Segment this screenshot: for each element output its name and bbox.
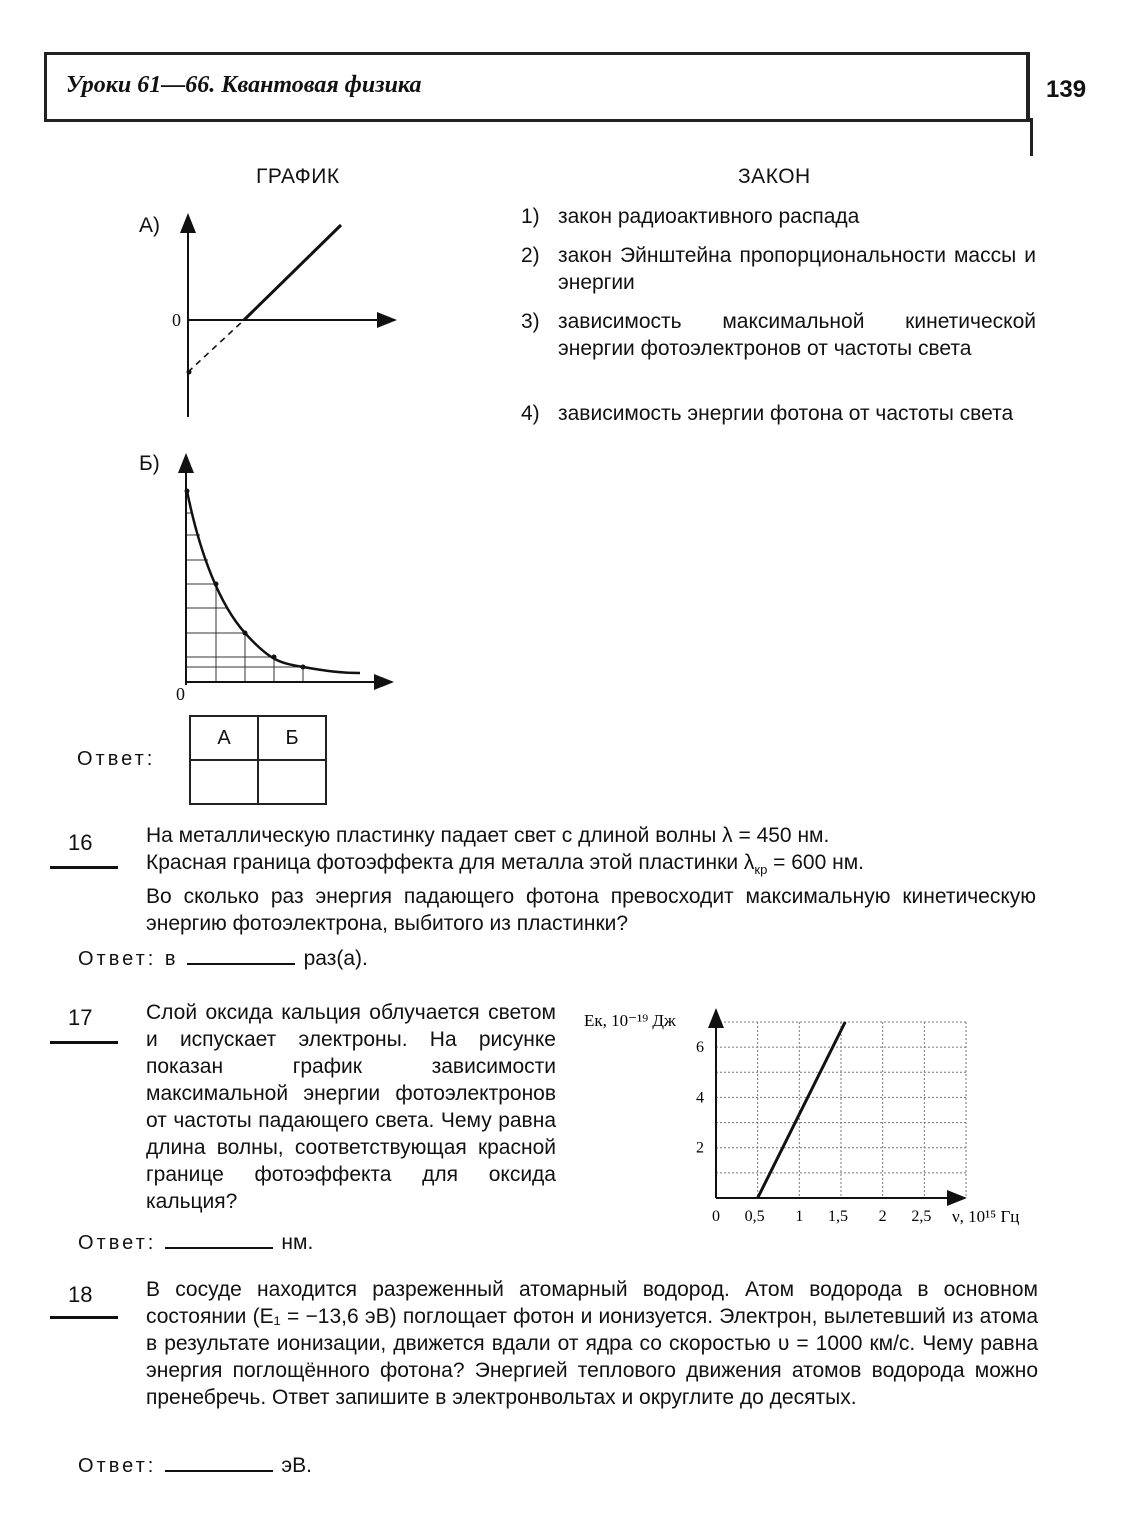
y-tick-label: 6 (696, 1039, 704, 1057)
question-18-answer (78, 1452, 312, 1478)
question-16-text (146, 822, 1036, 937)
question-18-number: 18 (68, 1282, 93, 1307)
question-17-answer-field[interactable] (165, 1229, 273, 1249)
graph-a-intercept-point (187, 370, 192, 375)
x-tick-label: 0 (712, 1208, 720, 1225)
question-18-text: В сосуде находится разреженный атомарный водород. Атом водорода в основном состоянии (E₁ = −13,6 эВ) поглощает фотон и ионизуется. Электрон, вылетевший из атома в результате ионизации, движется вдали от ядра со скоростью υ = 1000 км/с. Чему равна энергия поглощённого фотона? Энергией теплового движения атомов водорода можно пренебречь. Ответ запишите в электронвольтах и округлите до десятых. (146, 1278, 1038, 1409)
graph-a-dashed-extension (188, 320, 244, 372)
page-title: Уроки 61—66. Квантовая физика (66, 72, 422, 98)
chart-y-label: Eк, 10⁻¹⁹ Дж (584, 1011, 676, 1030)
question-17-answer (78, 1229, 313, 1255)
y-tick-label: 2 (696, 1139, 704, 1157)
question-16-answer-field[interactable] (187, 945, 295, 965)
question-18-underline (50, 1316, 118, 1319)
law-item-1 (521, 203, 1036, 230)
matching-answer-label: Ответ: (77, 748, 156, 770)
answer-unit: эВ. (281, 1454, 312, 1477)
law-number: 3) (521, 310, 540, 333)
law-number: 1) (521, 205, 540, 228)
question-18-answer-field[interactable] (165, 1452, 273, 1472)
graph-a-line (244, 225, 341, 320)
answer-label: Ответ: в (78, 948, 179, 970)
question-17-underline (50, 1041, 118, 1044)
graph-b-zero: 0 (176, 684, 185, 704)
answer-label: Ответ: (78, 1455, 157, 1477)
header-rule (1030, 118, 1033, 156)
question-16-line-2: Красная граница фотоэффекта для металла этой пластинки $\lambda_{кр} = 600$ нм. (146, 851, 864, 878)
law-text: закон Эйнштейна пропорциональности массы и энергии (558, 244, 1036, 294)
x-tick-label: 1 (795, 1208, 804, 1225)
answer-cell-b[interactable] (258, 760, 326, 804)
question-17-text: Слой оксида кальция облучается светом и испускает электроны. На рисунке показан график зависимости максимальной энергии фотоэлектронов от частоты падающего света. Чему равна длина волны, соответствующая красной границе фотоэффекта для оксида кальция? (146, 1001, 556, 1213)
law-text: зависимость максимальной кинетической энергии фотоэлектронов от частоты света (558, 310, 1036, 360)
chart-series-line (758, 1022, 845, 1198)
graph-heading: ГРАФИК (256, 165, 340, 188)
question-16-line-1: На металлическую пластинку падает свет с длиной волны λ = 450 нм. (146, 824, 830, 847)
law-heading: ЗАКОН (738, 165, 811, 188)
x-tick-label: 1,5 (828, 1208, 848, 1225)
graph-b-decay-curve (187, 491, 360, 673)
law-item-2 (521, 242, 1036, 296)
law-number: 4) (521, 402, 540, 425)
answer-label: Ответ: (78, 1232, 157, 1254)
x-tick-label: 2 (878, 1208, 887, 1225)
x-tick-label: 2,5 (911, 1208, 932, 1225)
answer-col-a-header: А (190, 716, 258, 760)
question-16-number: 16 (68, 830, 93, 855)
chart-grid (716, 1022, 966, 1198)
question-16-answer (78, 945, 368, 971)
answer-col-b-header: Б (258, 716, 326, 760)
law-item-4 (521, 400, 1036, 427)
graph-a (170, 205, 410, 425)
law-text: закон радиоактивного распада (558, 205, 860, 228)
question-16-line-3: Во сколько раз энергия падающего фотона превосходит максимальную кинетическую энергию фотоэлектрона, выбитого из пластинки? (146, 885, 1036, 936)
law-item-3 (521, 308, 1036, 362)
answer-unit: нм. (281, 1231, 314, 1254)
answer-cell-a[interactable] (190, 760, 258, 804)
page-number: 139 (1046, 76, 1087, 103)
law-number: 2) (521, 244, 540, 267)
matching-answer-table (189, 715, 327, 805)
law-text: зависимость энергии фотона от частоты света (558, 402, 1014, 425)
graph-b (170, 445, 400, 695)
graph-a-zero: 0 (172, 310, 181, 330)
graph-b-label: Б) (139, 452, 160, 475)
y-tick-label: 4 (696, 1089, 704, 1107)
q17-chart (570, 1000, 1070, 1230)
question-17-number: 17 (68, 1005, 93, 1030)
x-tick-label: 0,5 (744, 1208, 765, 1225)
chart-x-label: ν, 10¹⁵ Гц (952, 1207, 1020, 1226)
question-16-underline (50, 866, 118, 869)
graph-a-label: А) (139, 214, 160, 237)
answer-unit: раз(а). (303, 947, 368, 970)
